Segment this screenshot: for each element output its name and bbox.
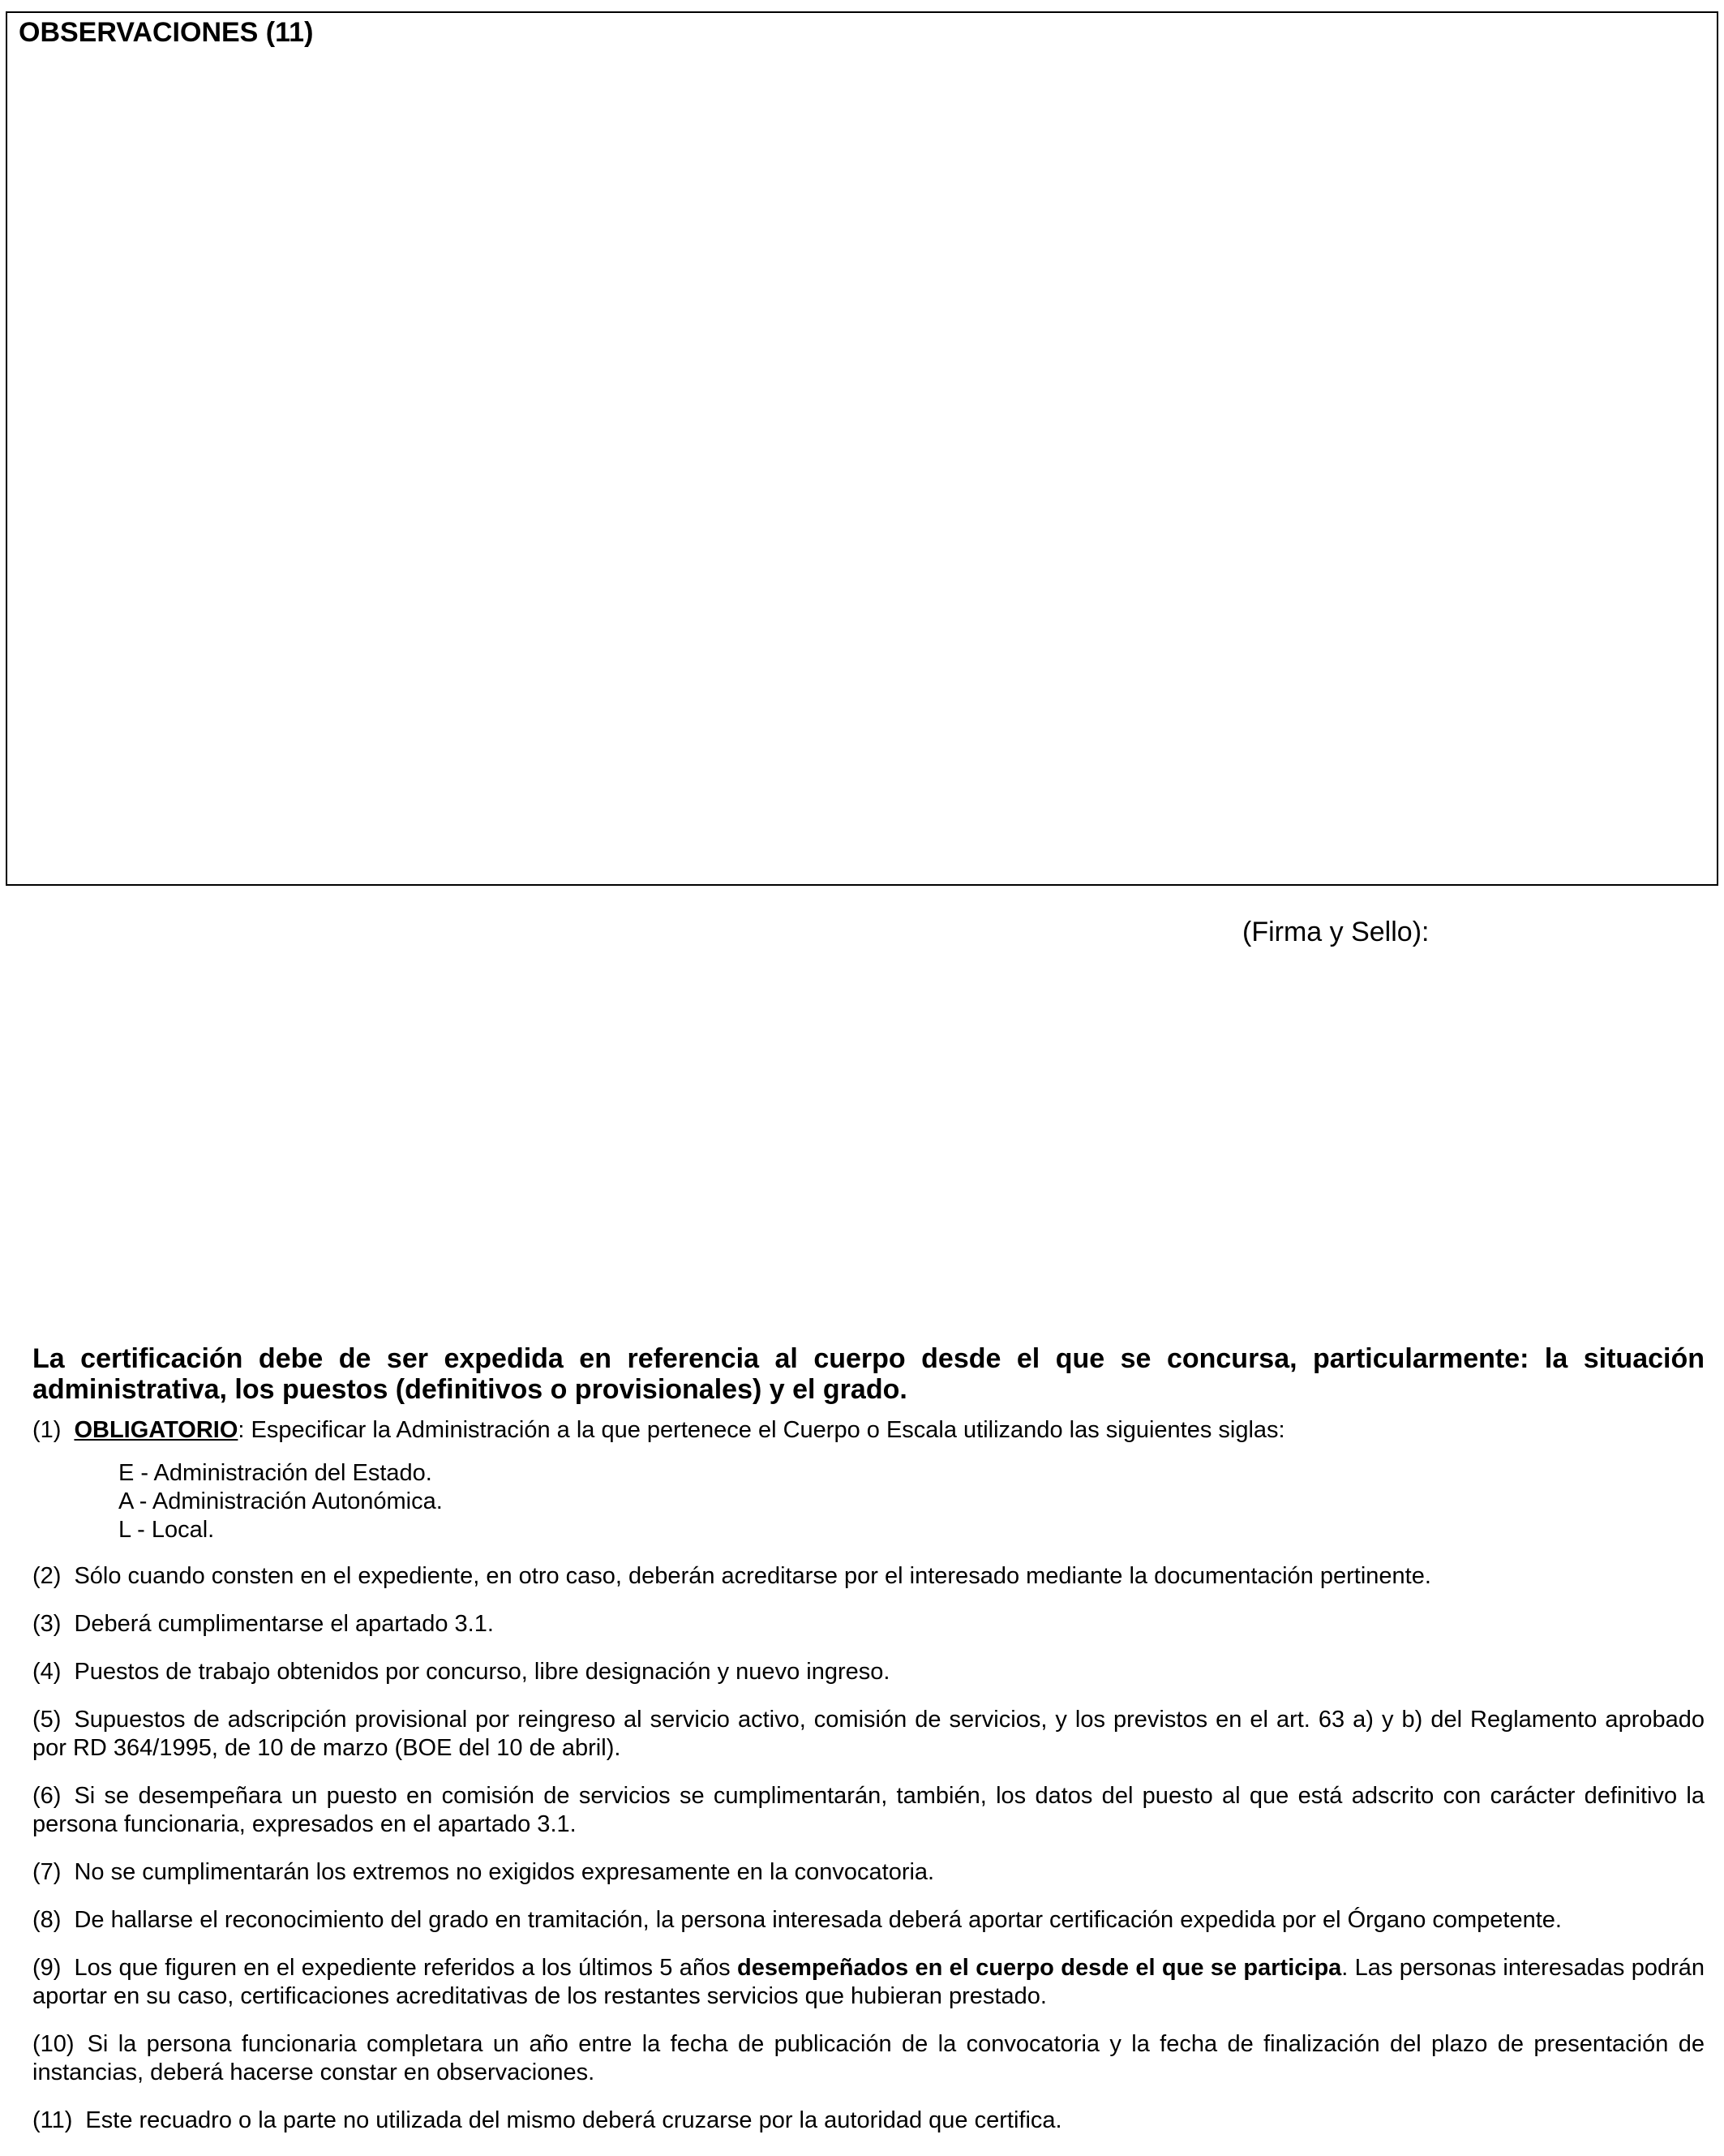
note-1-bold: OBLIGATORIO — [74, 1417, 238, 1443]
note-number: (7) — [32, 1859, 62, 1885]
note-5-text: Supuestos de adscripción provisional por reingreso al servicio activo, comisión de servicios, y los previstos en el art. 63 a) y b) del Reglamento aprobado por RD 364/1995, de 10 de marzo (BOE del 10 de abril). — [32, 1707, 1705, 1761]
note-8 — [32, 1906, 1705, 1935]
note-number: (10) — [32, 2031, 75, 2057]
note-9-bold: desempeñados en el cuerpo desde el que se participa — [737, 1955, 1342, 1981]
note-3 — [32, 1610, 1705, 1638]
note-4 — [32, 1658, 1705, 1686]
note-10-text: Si la persona funcionaria completara un año entre la fecha de publicación de la convocatoria y la fecha de finalización del plazo de presentación de instancias, deberá hacerse constar en observaciones. — [32, 2031, 1705, 2085]
note-number: (6) — [32, 1783, 62, 1809]
notes-section — [32, 1343, 1705, 2154]
note-1 — [32, 1416, 1705, 1445]
note-number: (4) — [32, 1659, 62, 1685]
note-11-text: Este recuadro o la parte no utilizada del mismo deberá cruzarse por la autoridad que certifica. — [85, 2107, 1062, 2133]
sigla-item: L - Local. — [118, 1517, 215, 1543]
note-6-text: Si se desempeñara un puesto en comisión de servicios se cumplimentarán, también, los datos del puesto al que está adscrito con carácter definitivo la persona funcionaria, expresados en el apartado 3.1. — [32, 1783, 1705, 1837]
note-8-text: De hallarse el reconocimiento del grado en tramitación, la persona interesada deberá aportar certificación expedida por el Órgano competente. — [74, 1907, 1562, 1933]
note-2 — [32, 1562, 1705, 1591]
note-number: (1) — [32, 1417, 62, 1443]
note-number: (11) — [32, 2107, 73, 2133]
intro-paragraph: La certificación debe de ser expedida en referencia al cuerpo desde el que se concursa, particularmente: la situación administrativa, los puestos (definitivos o provisionales) y el grado. — [32, 1343, 1705, 1405]
note-number: (3) — [32, 1611, 62, 1637]
note-10 — [32, 2030, 1705, 2087]
note-7-text: No se cumplimentarán los extremos no exigidos expresamente en la convocatoria. — [74, 1859, 935, 1885]
note-number: (9) — [32, 1955, 62, 1981]
note-5 — [32, 1706, 1705, 1763]
note-2-text: Sólo cuando consten en el expediente, en otro caso, deberán acreditarse por el interesado mediante la documentación pertinente. — [74, 1563, 1431, 1589]
observaciones-box[interactable] — [6, 11, 1718, 886]
note-3-text: Deberá cumplimentarse el apartado 3.1. — [74, 1611, 494, 1637]
note-6 — [32, 1782, 1705, 1839]
note-1-text: : Especificar la Administración a la que pertenece el Cuerpo o Escala utilizando las siguientes siglas: — [238, 1417, 1285, 1443]
siglas-list — [118, 1459, 1705, 1544]
firma-sello-label: (Firma y Sello): — [1242, 917, 1430, 947]
note-number: (2) — [32, 1563, 62, 1589]
note-9-text-b: . Las personas interesadas podrán aportar en su caso, certificaciones acreditativas de los restantes servicios que hubieran prestado. — [32, 1955, 1705, 2009]
note-11 — [32, 2107, 1705, 2135]
note-7 — [32, 1858, 1705, 1887]
sigla-item: E - Administración del Estado. — [118, 1460, 432, 1486]
note-9 — [32, 1954, 1705, 2011]
observaciones-title: OBSERVACIONES (11) — [19, 17, 314, 48]
sigla-item: A - Administración Autonómica. — [118, 1488, 443, 1514]
note-4-text: Puestos de trabajo obtenidos por concurso, libre designación y nuevo ingreso. — [74, 1659, 890, 1685]
note-9-text-a: Los que figuren en el expediente referidos a los últimos 5 años — [74, 1955, 731, 1981]
note-number: (5) — [32, 1707, 62, 1733]
note-number: (8) — [32, 1907, 62, 1933]
